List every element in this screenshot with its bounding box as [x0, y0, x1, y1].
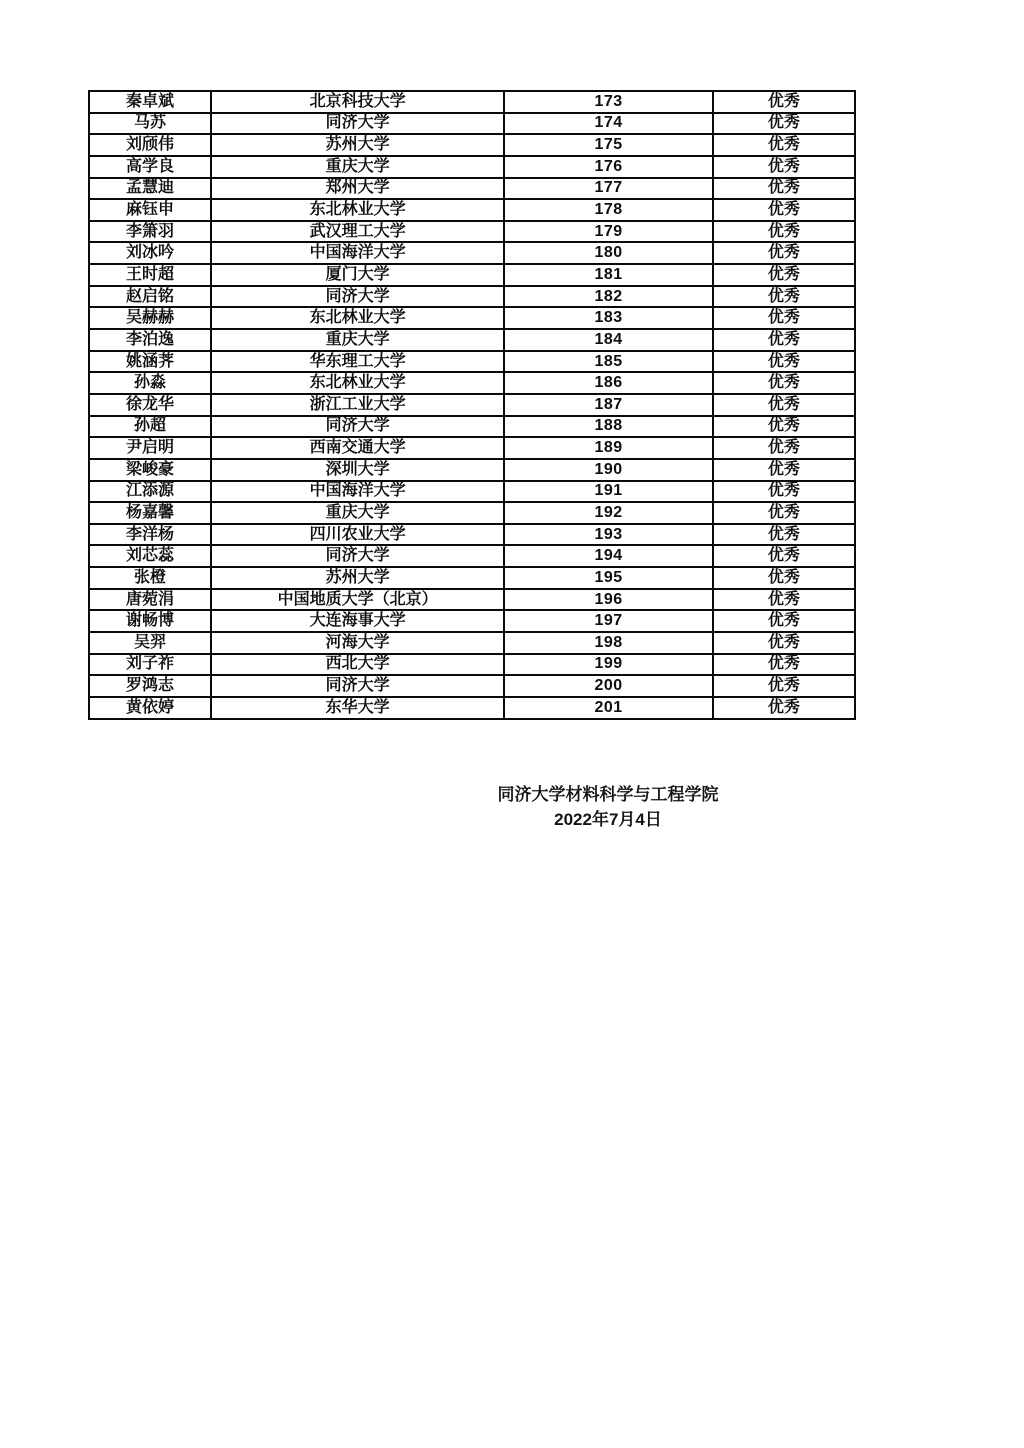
signature-block — [200, 782, 1016, 832]
cell-name: 刘颀伟 — [89, 134, 211, 156]
cell-grade: 优秀 — [713, 502, 855, 524]
cell-number: 192 — [504, 502, 713, 524]
cell-grade: 优秀 — [713, 178, 855, 200]
cell-university: 深圳大学 — [211, 459, 504, 481]
cell-name: 孙淼 — [89, 372, 211, 394]
cell-number: 194 — [504, 545, 713, 567]
table-row — [89, 459, 855, 481]
cell-number: 196 — [504, 589, 713, 611]
cell-university: 苏州大学 — [211, 567, 504, 589]
cell-grade: 优秀 — [713, 459, 855, 481]
table-row — [89, 113, 855, 135]
table-row — [89, 545, 855, 567]
cell-university: 华东理工大学 — [211, 351, 504, 373]
cell-grade: 优秀 — [713, 307, 855, 329]
cell-grade: 优秀 — [713, 351, 855, 373]
cell-name: 李洋杨 — [89, 524, 211, 546]
table-row — [89, 351, 855, 373]
cell-university: 重庆大学 — [211, 329, 504, 351]
cell-grade: 优秀 — [713, 654, 855, 676]
cell-number: 173 — [504, 91, 713, 113]
cell-name: 吴羿 — [89, 632, 211, 654]
cell-university: 同济大学 — [211, 416, 504, 438]
cell-number: 182 — [504, 286, 713, 308]
cell-university: 西北大学 — [211, 654, 504, 676]
cell-grade: 优秀 — [713, 113, 855, 135]
cell-number: 181 — [504, 264, 713, 286]
table-row — [89, 502, 855, 524]
table-row — [89, 697, 855, 719]
cell-name: 梁峻豪 — [89, 459, 211, 481]
cell-university: 重庆大学 — [211, 502, 504, 524]
cell-university: 北京科技大学 — [211, 91, 504, 113]
cell-number: 198 — [504, 632, 713, 654]
cell-name: 刘冰吟 — [89, 242, 211, 264]
cell-number: 180 — [504, 242, 713, 264]
cell-number: 189 — [504, 437, 713, 459]
cell-university: 东北林业大学 — [211, 372, 504, 394]
cell-name: 黄依婷 — [89, 697, 211, 719]
cell-number: 188 — [504, 416, 713, 438]
table-row — [89, 372, 855, 394]
table-row — [89, 675, 855, 697]
cell-university: 大连海事大学 — [211, 610, 504, 632]
cell-grade: 优秀 — [713, 394, 855, 416]
grade-table — [88, 90, 856, 720]
cell-name: 刘芯蕊 — [89, 545, 211, 567]
cell-grade: 优秀 — [713, 416, 855, 438]
cell-grade: 优秀 — [713, 264, 855, 286]
table-row — [89, 178, 855, 200]
table-row — [89, 610, 855, 632]
table-row — [89, 416, 855, 438]
cell-number: 190 — [504, 459, 713, 481]
cell-grade: 优秀 — [713, 437, 855, 459]
table-row — [89, 134, 855, 156]
cell-name: 麻钰申 — [89, 199, 211, 221]
cell-name: 罗鸿志 — [89, 675, 211, 697]
cell-name: 尹启明 — [89, 437, 211, 459]
cell-university: 武汉理工大学 — [211, 221, 504, 243]
cell-university: 中国海洋大学 — [211, 481, 504, 503]
cell-name: 李泊逸 — [89, 329, 211, 351]
cell-university: 东华大学 — [211, 697, 504, 719]
cell-university: 四川农业大学 — [211, 524, 504, 546]
table-row — [89, 329, 855, 351]
table-row — [89, 524, 855, 546]
cell-university: 同济大学 — [211, 545, 504, 567]
cell-number: 200 — [504, 675, 713, 697]
cell-number: 199 — [504, 654, 713, 676]
cell-name: 孟慧迪 — [89, 178, 211, 200]
cell-name: 杨嘉馨 — [89, 502, 211, 524]
cell-number: 174 — [504, 113, 713, 135]
table-row — [89, 589, 855, 611]
cell-name: 李箫羽 — [89, 221, 211, 243]
cell-university: 河海大学 — [211, 632, 504, 654]
cell-number: 175 — [504, 134, 713, 156]
cell-name: 秦卓斌 — [89, 91, 211, 113]
cell-university: 东北林业大学 — [211, 199, 504, 221]
cell-number: 184 — [504, 329, 713, 351]
cell-grade: 优秀 — [713, 329, 855, 351]
cell-name: 谢畅博 — [89, 610, 211, 632]
cell-name: 江添源 — [89, 481, 211, 503]
cell-name: 吴赫赫 — [89, 307, 211, 329]
cell-name: 姚涵荠 — [89, 351, 211, 373]
cell-number: 177 — [504, 178, 713, 200]
cell-university: 西南交通大学 — [211, 437, 504, 459]
table-row — [89, 394, 855, 416]
table-row — [89, 654, 855, 676]
signature-date: 2022年7月4日 — [554, 810, 662, 829]
signature-organization: 同济大学材料科学与工程学院 — [497, 785, 719, 804]
table-row — [89, 91, 855, 113]
cell-name: 张橙 — [89, 567, 211, 589]
cell-grade: 优秀 — [713, 221, 855, 243]
cell-grade: 优秀 — [713, 156, 855, 178]
cell-university: 同济大学 — [211, 675, 504, 697]
table-row — [89, 242, 855, 264]
cell-grade: 优秀 — [713, 632, 855, 654]
table-row — [89, 481, 855, 503]
table-row — [89, 264, 855, 286]
cell-name: 唐菀涓 — [89, 589, 211, 611]
cell-university: 苏州大学 — [211, 134, 504, 156]
cell-grade: 优秀 — [713, 545, 855, 567]
cell-name: 徐龙华 — [89, 394, 211, 416]
cell-grade: 优秀 — [713, 675, 855, 697]
table-row — [89, 307, 855, 329]
cell-grade: 优秀 — [713, 286, 855, 308]
cell-number: 176 — [504, 156, 713, 178]
cell-university: 厦门大学 — [211, 264, 504, 286]
cell-university: 同济大学 — [211, 286, 504, 308]
cell-number: 187 — [504, 394, 713, 416]
cell-number: 178 — [504, 199, 713, 221]
table-row — [89, 286, 855, 308]
cell-grade: 优秀 — [713, 524, 855, 546]
cell-number: 193 — [504, 524, 713, 546]
cell-number: 197 — [504, 610, 713, 632]
table-row — [89, 437, 855, 459]
table-row — [89, 632, 855, 654]
grade-table-container — [88, 90, 856, 720]
cell-grade: 优秀 — [713, 567, 855, 589]
cell-university: 中国地质大学（北京） — [211, 589, 504, 611]
cell-name: 赵启铭 — [89, 286, 211, 308]
cell-number: 195 — [504, 567, 713, 589]
cell-name: 马苏 — [89, 113, 211, 135]
cell-name: 刘子祚 — [89, 654, 211, 676]
cell-name: 王时超 — [89, 264, 211, 286]
cell-university: 重庆大学 — [211, 156, 504, 178]
cell-number: 191 — [504, 481, 713, 503]
cell-grade: 优秀 — [713, 242, 855, 264]
cell-university: 浙江工业大学 — [211, 394, 504, 416]
cell-number: 186 — [504, 372, 713, 394]
cell-grade: 优秀 — [713, 91, 855, 113]
cell-name: 高学良 — [89, 156, 211, 178]
cell-grade: 优秀 — [713, 589, 855, 611]
cell-university: 郑州大学 — [211, 178, 504, 200]
cell-grade: 优秀 — [713, 697, 855, 719]
cell-number: 179 — [504, 221, 713, 243]
cell-grade: 优秀 — [713, 610, 855, 632]
cell-name: 孙超 — [89, 416, 211, 438]
table-row — [89, 199, 855, 221]
cell-number: 185 — [504, 351, 713, 373]
table-row — [89, 221, 855, 243]
cell-grade: 优秀 — [713, 372, 855, 394]
cell-grade: 优秀 — [713, 134, 855, 156]
cell-number: 183 — [504, 307, 713, 329]
cell-number: 201 — [504, 697, 713, 719]
cell-university: 中国海洋大学 — [211, 242, 504, 264]
table-row — [89, 156, 855, 178]
cell-grade: 优秀 — [713, 481, 855, 503]
grade-table-body — [89, 91, 855, 719]
cell-university: 东北林业大学 — [211, 307, 504, 329]
table-row — [89, 567, 855, 589]
cell-university: 同济大学 — [211, 113, 504, 135]
cell-grade: 优秀 — [713, 199, 855, 221]
